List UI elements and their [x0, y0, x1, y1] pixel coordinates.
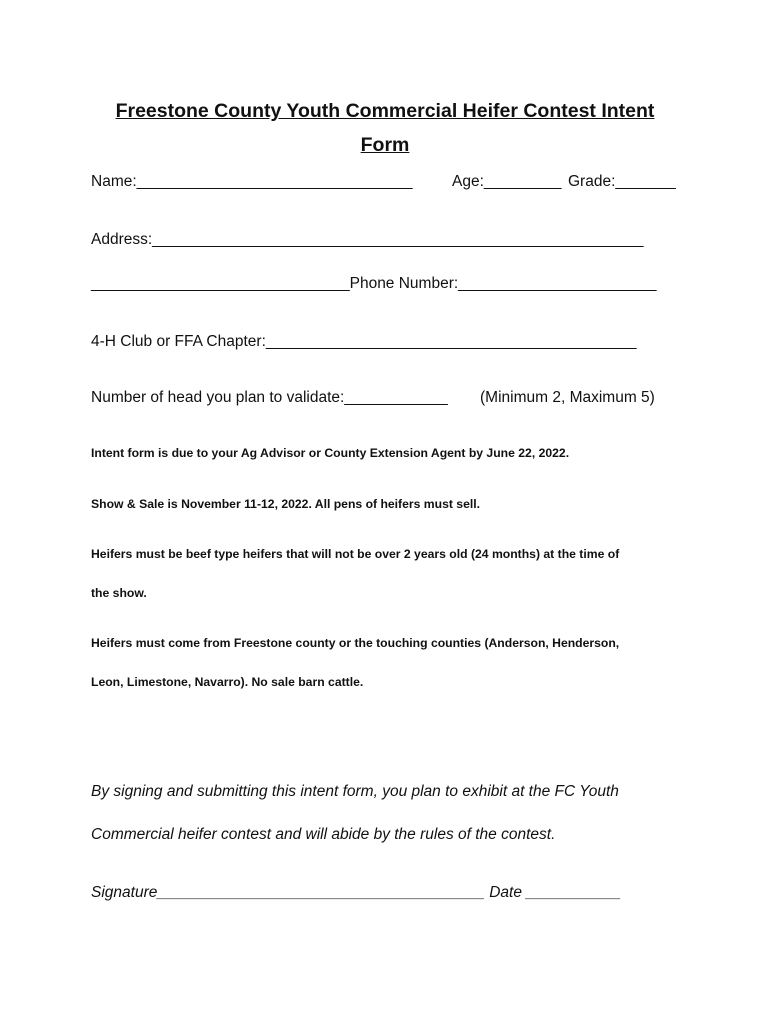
- form-title-line-1: Freestone County Youth Commercial Heifer Contest Intent: [115, 100, 655, 122]
- head-count-field[interactable]: Number of head you plan to validate:____________: [91, 389, 448, 406]
- address-field[interactable]: Address:_________________________________________________________: [91, 231, 644, 248]
- form-title: [60, 94, 710, 162]
- age-rule-note-line-2: the show.: [91, 586, 147, 600]
- show-sale-note: Show & Sale is November 11-12, 2022. All pens of heifers must sell.: [91, 497, 481, 511]
- head-count-limits: (Minimum 2, Maximum 5): [480, 389, 655, 406]
- age-field[interactable]: Age:_________: [452, 173, 562, 190]
- form-title-line-2: Form: [360, 134, 410, 156]
- due-date-note: Intent form is due to your Ag Advisor or County Extension Agent by June 22, 2022.: [91, 446, 570, 460]
- phone-field[interactable]: ______________________________Phone Number:_______________________: [91, 275, 657, 292]
- agreement-text-line-2: Commercial heifer contest and will abide by the rules of the contest.: [91, 826, 556, 843]
- county-rule-note-line-1: Heifers must come from Freestone county or the touching counties (Anderson, Henderson,: [91, 636, 620, 650]
- age-rule-note-line-1: Heifers must be beef type heifers that will not be over 2 years old (24 months) at the time of: [91, 547, 620, 561]
- grade-field[interactable]: Grade:_______: [568, 173, 676, 190]
- signature-date-field[interactable]: Signature______________________________________ Date ___________: [91, 884, 622, 901]
- name-field[interactable]: Name:________________________________: [91, 173, 413, 190]
- county-rule-note-line-2: Leon, Limestone, Navarro). No sale barn cattle.: [91, 675, 364, 689]
- club-chapter-field[interactable]: 4-H Club or FFA Chapter:___________________________________________: [91, 333, 637, 350]
- agreement-text-line-1: By signing and submitting this intent form, you plan to exhibit at the FC Youth: [91, 783, 619, 800]
